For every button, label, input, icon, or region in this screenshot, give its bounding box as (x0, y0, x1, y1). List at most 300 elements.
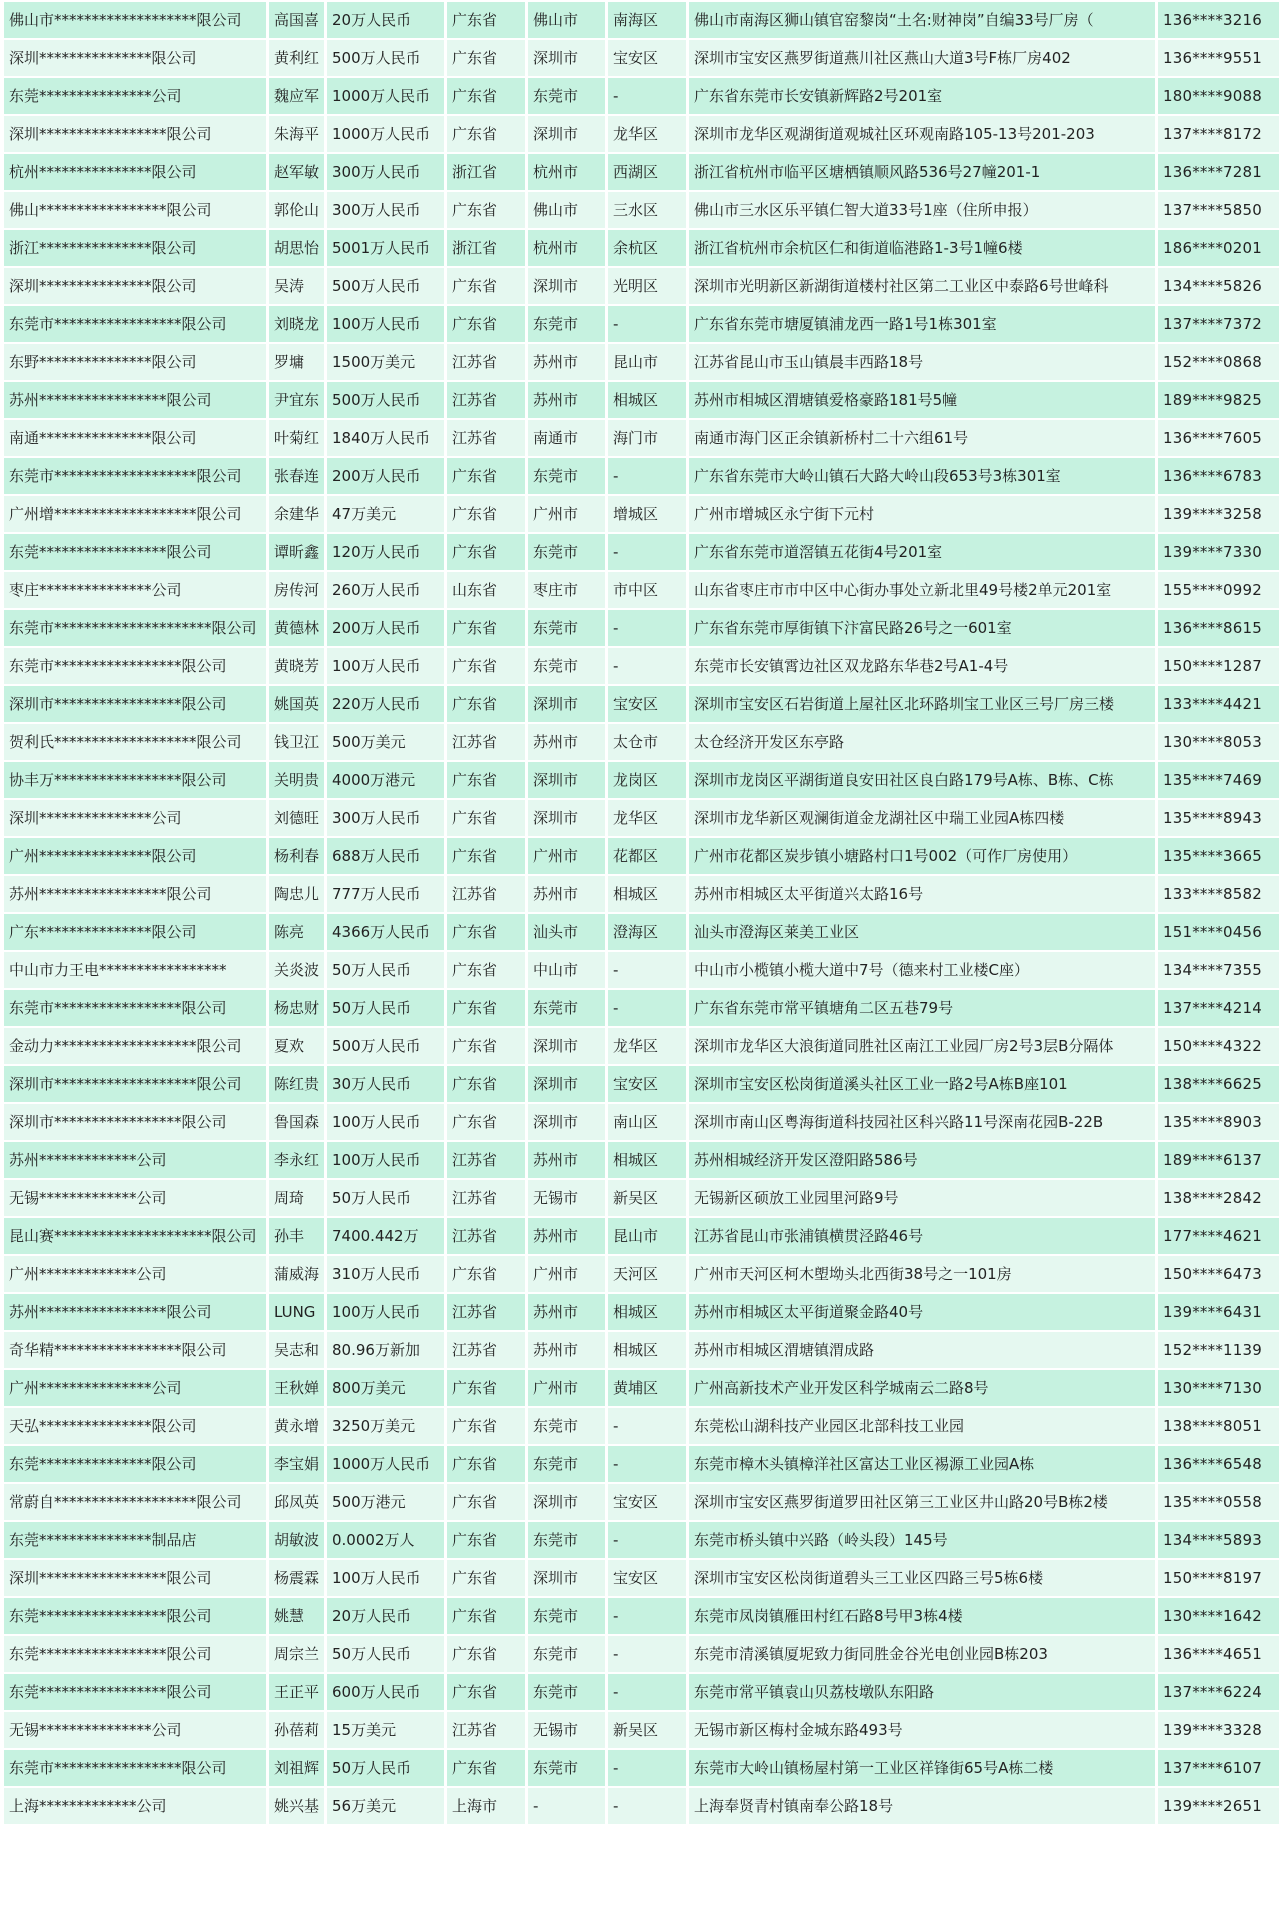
address-cell: 东莞市大岭山镇杨屋村第一工业区祥锋街65号A栋二楼 (689, 1750, 1155, 1786)
city-cell: 广州市 (528, 496, 605, 532)
city-cell: 东莞市 (528, 458, 605, 494)
legal-person-cell: LUNG (269, 1294, 324, 1330)
company-name-cell: 东莞*****************限公司 (4, 534, 266, 570)
legal-person-cell: 杨利春 (269, 838, 324, 874)
province-cell: 广东省 (447, 1408, 525, 1444)
legal-person-cell: 黄德林 (269, 610, 324, 646)
legal-person-cell: 黄晓芳 (269, 648, 324, 684)
district-cell: 新吴区 (608, 1180, 686, 1216)
city-cell: 苏州市 (528, 1294, 605, 1330)
address-cell: 深圳市宝安区燕罗街道燕川社区燕山大道3号F栋厂房402 (689, 40, 1155, 76)
table-row (4, 1104, 1279, 1140)
legal-person-cell: 姚兴基 (269, 1788, 324, 1824)
phone-cell: 136****6783 (1158, 458, 1279, 494)
legal-person-cell: 叶菊红 (269, 420, 324, 456)
address-cell: 东莞市清溪镇厦坭致力街同胜金谷光电创业园B栋203 (689, 1636, 1155, 1672)
registered-capital-cell: 50万人民币 (327, 1750, 444, 1786)
table-row (4, 1066, 1279, 1102)
address-cell: 深圳市宝安区松岗街道碧头三工业区四路三号5栋6楼 (689, 1560, 1155, 1596)
city-cell: 东莞市 (528, 1408, 605, 1444)
address-cell: 广州市天河区柯木塱坳头北西街38号之一101房 (689, 1256, 1155, 1292)
legal-person-cell: 刘祖辉 (269, 1750, 324, 1786)
legal-person-cell: 余建华 (269, 496, 324, 532)
legal-person-cell: 陈亮 (269, 914, 324, 950)
company-name-cell: 深圳市*****************限公司 (4, 1104, 266, 1140)
district-cell: - (608, 306, 686, 342)
legal-person-cell: 王正平 (269, 1674, 324, 1710)
province-cell: 上海市 (447, 1788, 525, 1824)
province-cell: 江苏省 (447, 382, 525, 418)
phone-cell: 130****8053 (1158, 724, 1279, 760)
company-name-cell: 无锡*************公司 (4, 1180, 266, 1216)
company-name-cell: 广州***************公司 (4, 1370, 266, 1406)
city-cell: 东莞市 (528, 610, 605, 646)
province-cell: 广东省 (447, 1750, 525, 1786)
legal-person-cell: 房传河 (269, 572, 324, 608)
district-cell: 花都区 (608, 838, 686, 874)
registered-capital-cell: 100万人民币 (327, 1560, 444, 1596)
legal-person-cell: 李宝娟 (269, 1446, 324, 1482)
address-cell: 东莞市长安镇霄边社区双龙路东华巷2号A1-4号 (689, 648, 1155, 684)
district-cell: 相城区 (608, 1294, 686, 1330)
district-cell: - (608, 1598, 686, 1634)
registered-capital-cell: 100万人民币 (327, 648, 444, 684)
city-cell: 苏州市 (528, 724, 605, 760)
table-row (4, 572, 1279, 608)
table-row (4, 534, 1279, 570)
district-cell: 南海区 (608, 2, 686, 38)
district-cell: - (608, 952, 686, 988)
legal-person-cell: 刘德旺 (269, 800, 324, 836)
phone-cell: 135****7469 (1158, 762, 1279, 798)
legal-person-cell: 朱海平 (269, 116, 324, 152)
table-row (4, 496, 1279, 532)
address-cell: 无锡新区硕放工业园里河路9号 (689, 1180, 1155, 1216)
province-cell: 广东省 (447, 306, 525, 342)
phone-cell: 152****0868 (1158, 344, 1279, 380)
phone-cell: 138****6625 (1158, 1066, 1279, 1102)
address-cell: 深圳市光明新区新湖街道楼村社区第二工业区中泰路6号世峰科 (689, 268, 1155, 304)
registered-capital-cell: 50万人民币 (327, 990, 444, 1026)
city-cell: 中山市 (528, 952, 605, 988)
registered-capital-cell: 56万美元 (327, 1788, 444, 1824)
city-cell: 苏州市 (528, 382, 605, 418)
district-cell: - (608, 1446, 686, 1482)
table-row (4, 1294, 1279, 1330)
legal-person-cell: 吴志和 (269, 1332, 324, 1368)
table-row (4, 990, 1279, 1026)
city-cell: 无锡市 (528, 1180, 605, 1216)
province-cell: 广东省 (447, 40, 525, 76)
company-name-cell: 东莞市*******************限公司 (4, 458, 266, 494)
legal-person-cell: 高国喜 (269, 2, 324, 38)
district-cell: 昆山市 (608, 1218, 686, 1254)
legal-person-cell: 蒲威海 (269, 1256, 324, 1292)
phone-cell: 138****8051 (1158, 1408, 1279, 1444)
province-cell: 江苏省 (447, 1332, 525, 1368)
legal-person-cell: 邱凤英 (269, 1484, 324, 1520)
registered-capital-cell: 500万人民币 (327, 382, 444, 418)
district-cell: 宝安区 (608, 1066, 686, 1102)
company-name-cell: 深圳*****************限公司 (4, 1560, 266, 1596)
legal-person-cell: 杨震霖 (269, 1560, 324, 1596)
registered-capital-cell: 310万人民币 (327, 1256, 444, 1292)
table-row (4, 230, 1279, 266)
city-cell: 无锡市 (528, 1712, 605, 1748)
province-cell: 广东省 (447, 1028, 525, 1064)
province-cell: 广东省 (447, 1370, 525, 1406)
phone-cell: 189****6137 (1158, 1142, 1279, 1178)
district-cell: - (608, 1636, 686, 1672)
legal-person-cell: 姚国英 (269, 686, 324, 722)
province-cell: 广东省 (447, 116, 525, 152)
district-cell: 龙岗区 (608, 762, 686, 798)
address-cell: 山东省枣庄市市中区中心街办事处立新北里49号楼2单元201室 (689, 572, 1155, 608)
company-name-cell: 东野***************限公司 (4, 344, 266, 380)
legal-person-cell: 关明贵 (269, 762, 324, 798)
registered-capital-cell: 500万人民币 (327, 268, 444, 304)
legal-person-cell: 李永红 (269, 1142, 324, 1178)
district-cell: 相城区 (608, 1332, 686, 1368)
legal-person-cell: 王秋婵 (269, 1370, 324, 1406)
legal-person-cell: 姚慧 (269, 1598, 324, 1634)
district-cell: 龙华区 (608, 1028, 686, 1064)
city-cell: 东莞市 (528, 648, 605, 684)
province-cell: 广东省 (447, 610, 525, 646)
city-cell: 深圳市 (528, 1560, 605, 1596)
company-name-cell: 天弘***************限公司 (4, 1408, 266, 1444)
phone-cell: 136****8615 (1158, 610, 1279, 646)
legal-person-cell: 陶忠儿 (269, 876, 324, 912)
table-row (4, 306, 1279, 342)
table-row (4, 1712, 1279, 1748)
district-cell: - (608, 648, 686, 684)
phone-cell: 186****0201 (1158, 230, 1279, 266)
city-cell: 广州市 (528, 838, 605, 874)
address-cell: 东莞市常平镇袁山贝荔枝墩队东阳路 (689, 1674, 1155, 1710)
phone-cell: 177****4621 (1158, 1218, 1279, 1254)
phone-cell: 150****8197 (1158, 1560, 1279, 1596)
city-cell: - (528, 1788, 605, 1824)
company-name-cell: 广东***************限公司 (4, 914, 266, 950)
table-row (4, 1636, 1279, 1672)
legal-person-cell: 罗墉 (269, 344, 324, 380)
table-row (4, 800, 1279, 836)
phone-cell: 137****8172 (1158, 116, 1279, 152)
address-cell: 东莞市樟木头镇樟洋社区富达工业区裼源工业园A栋 (689, 1446, 1155, 1482)
province-cell: 广东省 (447, 1674, 525, 1710)
company-name-cell: 中山市力王电***************** (4, 952, 266, 988)
company-name-cell: 深圳市*****************限公司 (4, 686, 266, 722)
address-cell: 深圳市龙华区观湖街道观城社区环观南路105-13号201-203 (689, 116, 1155, 152)
province-cell: 浙江省 (447, 154, 525, 190)
registered-capital-cell: 100万人民币 (327, 1294, 444, 1330)
district-cell: - (608, 1674, 686, 1710)
company-table (1, 0, 1280, 1826)
city-cell: 佛山市 (528, 2, 605, 38)
province-cell: 广东省 (447, 1522, 525, 1558)
legal-person-cell: 胡敏波 (269, 1522, 324, 1558)
phone-cell: 138****2842 (1158, 1180, 1279, 1216)
registered-capital-cell: 4366万人民币 (327, 914, 444, 950)
legal-person-cell: 魏应军 (269, 78, 324, 114)
company-name-cell: 东莞市*****************限公司 (4, 648, 266, 684)
phone-cell: 189****9825 (1158, 382, 1279, 418)
table-row (4, 458, 1279, 494)
phone-cell: 139****3328 (1158, 1712, 1279, 1748)
table-row (4, 1370, 1279, 1406)
registered-capital-cell: 1840万人民币 (327, 420, 444, 456)
province-cell: 江苏省 (447, 724, 525, 760)
registered-capital-cell: 100万人民币 (327, 1142, 444, 1178)
district-cell: 昆山市 (608, 344, 686, 380)
company-name-cell: 杭州***************限公司 (4, 154, 266, 190)
province-cell: 广东省 (447, 496, 525, 532)
registered-capital-cell: 50万人民币 (327, 1180, 444, 1216)
address-cell: 广州市花都区炭步镇小塘路村口1号002（可作厂房使用） (689, 838, 1155, 874)
company-name-cell: 东莞***************制品店 (4, 1522, 266, 1558)
address-cell: 苏州市相城区太平街道兴太路16号 (689, 876, 1155, 912)
district-cell: 宝安区 (608, 40, 686, 76)
registered-capital-cell: 1000万人民币 (327, 78, 444, 114)
registered-capital-cell: 3250万美元 (327, 1408, 444, 1444)
table-row (4, 192, 1279, 228)
phone-cell: 137****6224 (1158, 1674, 1279, 1710)
address-cell: 南通市海门区正余镇新桥村二十六组61号 (689, 420, 1155, 456)
table-row (4, 838, 1279, 874)
district-cell: 澄海区 (608, 914, 686, 950)
city-cell: 深圳市 (528, 40, 605, 76)
table-row (4, 610, 1279, 646)
registered-capital-cell: 500万港元 (327, 1484, 444, 1520)
province-cell: 广东省 (447, 1636, 525, 1672)
province-cell: 广东省 (447, 1484, 525, 1520)
table-row (4, 876, 1279, 912)
legal-person-cell: 杨忠财 (269, 990, 324, 1026)
table-row (4, 1332, 1279, 1368)
legal-person-cell: 吴涛 (269, 268, 324, 304)
registered-capital-cell: 1000万人民币 (327, 1446, 444, 1482)
phone-cell: 130****1642 (1158, 1598, 1279, 1634)
city-cell: 东莞市 (528, 1522, 605, 1558)
registered-capital-cell: 20万人民币 (327, 1598, 444, 1634)
province-cell: 广东省 (447, 686, 525, 722)
table-row (4, 154, 1279, 190)
registered-capital-cell: 1000万人民币 (327, 116, 444, 152)
city-cell: 东莞市 (528, 1598, 605, 1634)
phone-cell: 137****7372 (1158, 306, 1279, 342)
registered-capital-cell: 500万人民币 (327, 1028, 444, 1064)
table-row (4, 1598, 1279, 1634)
company-name-cell: 协丰万*****************限公司 (4, 762, 266, 798)
registered-capital-cell: 220万人民币 (327, 686, 444, 722)
province-cell: 广东省 (447, 268, 525, 304)
table-body (4, 2, 1279, 1824)
province-cell: 广东省 (447, 1598, 525, 1634)
table-row (4, 1408, 1279, 1444)
table-row (4, 914, 1279, 950)
province-cell: 江苏省 (447, 1180, 525, 1216)
province-cell: 广东省 (447, 952, 525, 988)
legal-person-cell: 郭伦山 (269, 192, 324, 228)
address-cell: 苏州市相城区渭塘镇爱格豪路181号5幢 (689, 382, 1155, 418)
city-cell: 枣庄市 (528, 572, 605, 608)
table-row (4, 1522, 1279, 1558)
city-cell: 深圳市 (528, 1028, 605, 1064)
province-cell: 江苏省 (447, 1218, 525, 1254)
district-cell: - (608, 1408, 686, 1444)
company-name-cell: 广州***************限公司 (4, 838, 266, 874)
district-cell: 海门市 (608, 420, 686, 456)
registered-capital-cell: 47万美元 (327, 496, 444, 532)
phone-cell: 136****3216 (1158, 2, 1279, 38)
address-cell: 东莞市桥头镇中兴路（岭头段）145号 (689, 1522, 1155, 1558)
legal-person-cell: 张春连 (269, 458, 324, 494)
district-cell: 南山区 (608, 1104, 686, 1140)
district-cell: 光明区 (608, 268, 686, 304)
address-cell: 太仓经济开发区东亭路 (689, 724, 1155, 760)
district-cell: - (608, 990, 686, 1026)
table-row (4, 268, 1279, 304)
city-cell: 杭州市 (528, 230, 605, 266)
city-cell: 深圳市 (528, 1066, 605, 1102)
city-cell: 东莞市 (528, 1750, 605, 1786)
phone-cell: 152****1139 (1158, 1332, 1279, 1368)
province-cell: 广东省 (447, 914, 525, 950)
legal-person-cell: 尹宜东 (269, 382, 324, 418)
district-cell: 宝安区 (608, 1560, 686, 1596)
city-cell: 深圳市 (528, 686, 605, 722)
phone-cell: 150****4322 (1158, 1028, 1279, 1064)
province-cell: 广东省 (447, 78, 525, 114)
company-name-cell: 东莞*****************限公司 (4, 1636, 266, 1672)
address-cell: 无锡市新区梅村金城东路493号 (689, 1712, 1155, 1748)
province-cell: 广东省 (447, 1066, 525, 1102)
province-cell: 广东省 (447, 1256, 525, 1292)
address-cell: 广东省东莞市塘厦镇浦龙西一路1号1栋301室 (689, 306, 1155, 342)
province-cell: 广东省 (447, 762, 525, 798)
company-name-cell: 深圳***************限公司 (4, 268, 266, 304)
company-name-cell: 苏州*****************限公司 (4, 382, 266, 418)
city-cell: 南通市 (528, 420, 605, 456)
table-row (4, 1750, 1279, 1786)
phone-cell: 151****0456 (1158, 914, 1279, 950)
district-cell: 太仓市 (608, 724, 686, 760)
address-cell: 汕头市澄海区莱美工业区 (689, 914, 1155, 950)
company-name-cell: 深圳市*******************限公司 (4, 1066, 266, 1102)
city-cell: 深圳市 (528, 116, 605, 152)
phone-cell: 133****4421 (1158, 686, 1279, 722)
address-cell: 广东省东莞市厚街镇下汴富民路26号之一601室 (689, 610, 1155, 646)
legal-person-cell: 赵军敏 (269, 154, 324, 190)
district-cell: 相城区 (608, 876, 686, 912)
registered-capital-cell: 1500万美元 (327, 344, 444, 380)
table-row (4, 1674, 1279, 1710)
address-cell: 苏州市相城区太平街道聚金路40号 (689, 1294, 1155, 1330)
legal-person-cell: 黄永增 (269, 1408, 324, 1444)
table-row (4, 1788, 1279, 1824)
district-cell: - (608, 1788, 686, 1824)
phone-cell: 134****7355 (1158, 952, 1279, 988)
province-cell: 江苏省 (447, 876, 525, 912)
company-name-cell: 南通***************限公司 (4, 420, 266, 456)
city-cell: 苏州市 (528, 344, 605, 380)
province-cell: 广东省 (447, 1560, 525, 1596)
registered-capital-cell: 7400.442万 (327, 1218, 444, 1254)
district-cell: - (608, 534, 686, 570)
city-cell: 深圳市 (528, 1484, 605, 1520)
company-name-cell: 东莞***************公司 (4, 78, 266, 114)
district-cell: 增城区 (608, 496, 686, 532)
company-name-cell: 东莞市*****************限公司 (4, 990, 266, 1026)
address-cell: 上海奉贤青村镇南奉公路18号 (689, 1788, 1155, 1824)
address-cell: 苏州相城经济开发区澄阳路586号 (689, 1142, 1155, 1178)
company-name-cell: 深圳*****************限公司 (4, 116, 266, 152)
legal-person-cell: 夏欢 (269, 1028, 324, 1064)
legal-person-cell: 黄利红 (269, 40, 324, 76)
registered-capital-cell: 0.0002万人 (327, 1522, 444, 1558)
address-cell: 广东省东莞市道滘镇五花街4号201室 (689, 534, 1155, 570)
legal-person-cell: 周琦 (269, 1180, 324, 1216)
company-name-cell: 无锡***************公司 (4, 1712, 266, 1748)
registered-capital-cell: 688万人民币 (327, 838, 444, 874)
phone-cell: 135****0558 (1158, 1484, 1279, 1520)
address-cell: 深圳市宝安区燕罗街道罗田社区第三工业区井山路20号B栋2楼 (689, 1484, 1155, 1520)
table-row (4, 40, 1279, 76)
company-name-cell: 东莞市*****************限公司 (4, 306, 266, 342)
registered-capital-cell: 600万人民币 (327, 1674, 444, 1710)
city-cell: 苏州市 (528, 1218, 605, 1254)
registered-capital-cell: 500万人民币 (327, 40, 444, 76)
district-cell: 龙华区 (608, 116, 686, 152)
phone-cell: 134****5826 (1158, 268, 1279, 304)
district-cell: 相城区 (608, 1142, 686, 1178)
phone-cell: 139****7330 (1158, 534, 1279, 570)
phone-cell: 135****8903 (1158, 1104, 1279, 1140)
province-cell: 江苏省 (447, 1294, 525, 1330)
registered-capital-cell: 300万人民币 (327, 154, 444, 190)
district-cell: - (608, 458, 686, 494)
district-cell: - (608, 1522, 686, 1558)
company-name-cell: 常蔚自*******************限公司 (4, 1484, 266, 1520)
address-cell: 苏州市相城区渭塘镇渭成路 (689, 1332, 1155, 1368)
address-cell: 广州市增城区永宁街下元村 (689, 496, 1155, 532)
registered-capital-cell: 20万人民币 (327, 2, 444, 38)
district-cell: 西湖区 (608, 154, 686, 190)
address-cell: 深圳市宝安区松岗街道溪头社区工业一路2号A栋B座101 (689, 1066, 1155, 1102)
table-row (4, 1180, 1279, 1216)
address-cell: 江苏省昆山市张浦镇横贯泾路46号 (689, 1218, 1155, 1254)
registered-capital-cell: 500万美元 (327, 724, 444, 760)
province-cell: 广东省 (447, 1104, 525, 1140)
district-cell: - (608, 78, 686, 114)
province-cell: 广东省 (447, 1446, 525, 1482)
table-row (4, 762, 1279, 798)
table-row (4, 2, 1279, 38)
company-name-cell: 浙江***************限公司 (4, 230, 266, 266)
table-row (4, 648, 1279, 684)
city-cell: 深圳市 (528, 268, 605, 304)
address-cell: 浙江省杭州市余杭区仁和街道临港路1-3号1幢6楼 (689, 230, 1155, 266)
company-name-cell: 东莞市*********************限公司 (4, 610, 266, 646)
city-cell: 深圳市 (528, 762, 605, 798)
company-name-cell: 奇华精*****************限公司 (4, 1332, 266, 1368)
city-cell: 广州市 (528, 1370, 605, 1406)
phone-cell: 135****8943 (1158, 800, 1279, 836)
registered-capital-cell: 777万人民币 (327, 876, 444, 912)
registered-capital-cell: 30万人民币 (327, 1066, 444, 1102)
registered-capital-cell: 260万人民币 (327, 572, 444, 608)
